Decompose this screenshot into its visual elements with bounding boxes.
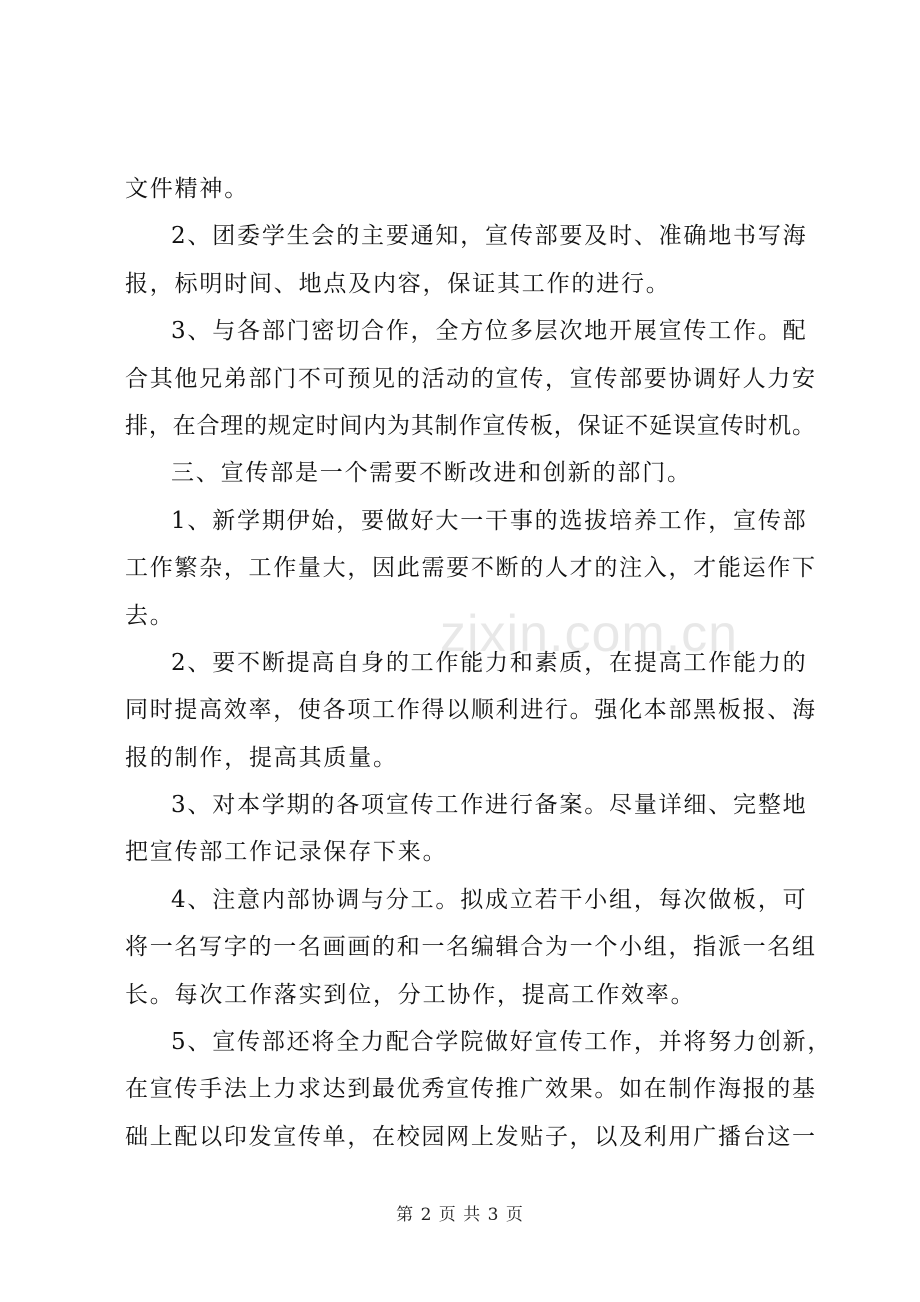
text-line: 文件精神。 — [125, 176, 249, 202]
text-line: 础上配以印发宣传单，在校园网上发贴子，以及利用广播台这一 — [125, 1123, 815, 1150]
text-line: 工作繁杂，工作量大，因此需要不断的人才的注入，才能运作下 — [125, 555, 815, 582]
text-line: 长。每次工作落实到位，分工协作，提高工作效率。 — [125, 981, 696, 1008]
text-line: 报的制作，提高其质量。 — [125, 744, 398, 771]
text-line: 去。 — [125, 602, 175, 629]
text-line: 3、与各部门密切合作，全方位多层次地开展宣传工作。配 — [171, 318, 808, 345]
text-line: 2、要不断提高自身的工作能力和素质，在提高工作能力的 — [171, 649, 808, 676]
page-footer: 第 2 页 共 3 页 — [396, 1205, 524, 1225]
text-line: 在宣传手法上力求达到最优秀宣传推广效果。如在制作海报的基 — [125, 1076, 815, 1103]
text-line: 3、对本学期的各项宣传工作进行备案。尽量详细、完整地 — [171, 792, 808, 819]
section-heading: 三、宣传部是一个需要不断改进和创新的部门。 — [171, 460, 692, 487]
text-line: 报，标明时间、地点及内容，保证其工作的进行。 — [125, 270, 671, 297]
text-line: 1、新学期伊始，要做好大一干事的选拔培养工作，宣传部 — [171, 507, 808, 534]
text-line: 4、注意内部协调与分工。拟成立若干小组，每次做板，可 — [171, 886, 808, 913]
watermark: zixin.com.cn — [440, 605, 739, 663]
text-line: 排，在合理的规定时间内为其制作宣传板，保证不延误宣传时机。 — [125, 412, 815, 439]
text-line: 2、团委学生会的主要通知，宣传部要及时、准确地书写海 — [171, 223, 808, 250]
text-line: 合其他兄弟部门不可预见的活动的宣传，宣传部要协调好人力安 — [125, 365, 815, 392]
text-line: 5、宣传部还将全力配合学院做好宣传工作，并将努力创新， — [171, 1029, 833, 1056]
text-line: 把宣传部工作记录保存下来。 — [125, 839, 448, 866]
text-line: 将一名写字的一名画画的和一名编辑合为一个小组，指派一名组 — [125, 934, 815, 961]
text-line: 同时提高效率，使各项工作得以顺利进行。强化本部黑板报、海 — [125, 697, 815, 724]
